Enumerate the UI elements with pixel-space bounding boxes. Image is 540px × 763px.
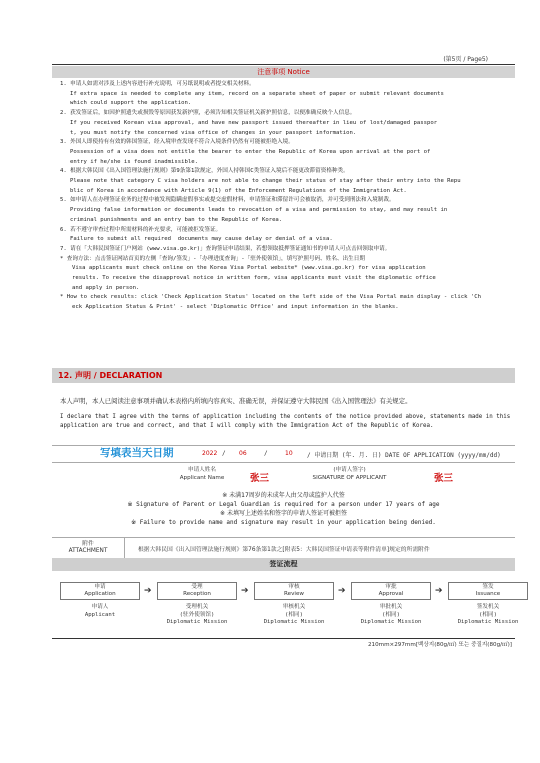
arrow-right-icon: ➔: [241, 586, 249, 596]
process-step-en: Application: [84, 591, 116, 597]
authority-org3: Diplomatic Mission: [360, 619, 422, 625]
declaration-heading: 12. 声明 / DECLARATION: [52, 368, 515, 383]
date-month[interactable]: 06: [239, 450, 247, 457]
notice-line: 7. 请在「大韩民国签证门户网站 (www.visa.go.kr)」查询签证申请结果，若想领取抵押签证通知书的申请人可点击回领取申请。: [60, 245, 391, 252]
notice-line: eck Application Status & Print' - select 'Diplomatic Office' and input information in the blanks.: [72, 304, 399, 311]
attachment-label-zh: 附件: [82, 541, 94, 547]
notice-line: 6. 若不遵守审查过程中所需材料的补充要求，可能被拒发签证。: [60, 226, 222, 233]
attachment-label: [52, 538, 125, 558]
process-step-zh: 受理: [191, 584, 203, 590]
notice-line: which could support the application.: [70, 100, 192, 107]
process-step-en: Review: [284, 591, 304, 597]
notice-line: * 查询方法：点击签证网站首页的左侧「查询/签发」-「办理进度查询」-「驻外使领馆」，填写护照号码、姓名、出生日期: [60, 255, 365, 262]
date-of-application-row: [52, 445, 515, 463]
process-step-zh: 申请: [94, 584, 106, 590]
notice-line: 4. 根据大韩民国《出入国管理法施行规则》第9条第1款规定，外国人持韩国C类签证入境后不能更改滞留资格种类。: [60, 168, 349, 175]
minor-note-en: ※ Signature of Parent or Legal Guardian is required for a person under 17 years of age: [127, 501, 440, 508]
process-step-zh: 审核: [288, 584, 300, 590]
process-step-issuance: [448, 582, 528, 600]
authority-org2: (相同): [382, 611, 400, 618]
page-number: (第5页 / Page5): [443, 56, 488, 63]
declaration-text-zh: 本人声明，本人已阅读注意事项并确认本表格内所填内容真实、准确无误，并保证遵守大韩民国《出入国管理法》有关规定。: [60, 397, 412, 405]
top-rule: [52, 64, 515, 65]
process-step-zh: 签发: [482, 584, 494, 590]
notice-line: t, you must notify the concerned visa office of changes in your passport information.: [70, 129, 357, 136]
authority-org3: Diplomatic Mission: [166, 619, 228, 625]
process-step-en: Approval: [378, 591, 404, 597]
notice-line: 2. 获发签证后，如因护照遗失或损毁等原因获发新护照，必须告知相关签证机关新护照信息，以便准确反映个人信息。: [60, 110, 356, 117]
authority-org1: 审批机关: [379, 604, 403, 610]
notice-line: If you received Korean visa approval, and have new passport issued thereafter in lieu of lost/damaged passpor: [70, 119, 438, 126]
date-label: / 申请日期 (年. 月. 日) DATE OF APPLICATION (yyyy/mm/dd): [307, 452, 501, 459]
process-step-reception: [157, 582, 237, 600]
authority-org2: (相同): [285, 611, 303, 618]
arrow-right-icon: ➔: [338, 586, 346, 596]
visa-process-flow: [52, 582, 519, 642]
bottom-rule: [52, 638, 515, 639]
notice-line: 1. 申请人如需对涉及上述内容进行补充说明，可另纸说明或者提交相关材料。: [60, 81, 255, 87]
handwritten-date-note: 写填表当天日期: [100, 447, 174, 459]
missing-signature-note-en: ※ Failure to provide name and signature may result in your application being denied.: [131, 519, 436, 526]
date-separator-2: /: [264, 450, 268, 457]
arrow-right-icon: ➔: [435, 586, 443, 596]
process-step-authority: [157, 604, 237, 627]
notice-line: criminal punishments and an entry ban to the Republic of Korea.: [70, 216, 283, 223]
notice-list: [60, 80, 515, 313]
notice-line: 3. 外国人即使持有有效的韩国签证，经入境审查发现不符合入境条件仍然有可能被拒绝入境。: [60, 139, 294, 146]
applicant-name-label: [167, 466, 237, 482]
missing-signature-note-zh: ※ 未填写上述姓名和签字的申请人签证可被拒签: [220, 510, 347, 517]
minor-note-zh: ※ 未满17周岁的未成年人由父母或监护人代签: [222, 492, 345, 499]
process-step-application: [60, 582, 140, 600]
authority-org2: Applicant: [84, 611, 116, 618]
process-step-authority: [448, 604, 528, 627]
notice-line: Visa applicants must check online on the Korea Visa Portal website* (www.visa.go.kr) for visa application: [72, 265, 426, 272]
signature-label-en: SIGNATURE OF APPLICANT: [312, 475, 387, 481]
signature-notes: [52, 491, 515, 527]
notice-line: Failure to submit all required documents may cause delay or denial of a visa.: [70, 236, 333, 243]
authority-org2: (相同): [479, 611, 497, 618]
process-step-en: Issuance: [475, 591, 501, 597]
process-step-zh: 审批: [385, 584, 397, 590]
notice-line: Possession of a visa does not entitle the bearer to enter the Republic of Korea upon arrival at the port of: [70, 148, 431, 155]
date-year[interactable]: 2022: [202, 450, 218, 457]
notice-heading: 注意事项 Notice: [52, 66, 515, 78]
process-step-authority: [351, 604, 431, 627]
process-step-review: [254, 582, 334, 600]
signature-label: [307, 466, 392, 482]
notice-line: blic of Korea in accordance with Article 9(1) of the Enforcement Regulations of the Immigration Act.: [70, 187, 407, 194]
applicant-signature[interactable]: 张三: [434, 473, 454, 484]
notice-line: and apply in person.: [72, 284, 140, 291]
date-day[interactable]: 10: [285, 450, 293, 457]
authority-org1: 申请人: [91, 604, 109, 610]
date-separator-1: /: [222, 450, 226, 457]
notice-line: entry if he/she is found inadmissible.: [70, 158, 198, 165]
notice-line: If extra space is needed to complete any item, record on a separate sheet of paper or submit relevant documents: [70, 90, 444, 97]
process-step-approval: [351, 582, 431, 600]
authority-org1: 受理机关: [185, 604, 209, 610]
notice-line: * How to check results: click 'Check Application Status' located on the left side of the Visa Portal main display - click 'Ch: [60, 294, 481, 301]
process-step-authority: [60, 604, 140, 619]
declaration-text-en: I declare that I agree with the terms of application including the contents of the notice provided above, statements made in this application are true and correct, and that I will comply with the Immigration Act of the Republic of Korea.: [60, 414, 511, 429]
signature-row: [52, 464, 515, 490]
notice-line: 5. 如申请人在办理签证业务的过程中被发现隐瞒虚假事实或提交虚假材料，申请签证和滞留许可会被取消，并可受到刑法和入境制裁。: [60, 197, 395, 204]
applicant-name-value[interactable]: 张三: [250, 473, 270, 484]
attachment-row: [52, 537, 515, 559]
notice-line: Please note that category C visa holders are not able to change their status of stay after their entry into the Repu: [70, 178, 461, 185]
paper-spec: 210mm×297mm[백상지(80g/㎡) 또는 중질지(80g/㎡)]: [367, 642, 512, 648]
attachment-value: 根据大韩民国《出入国管理法施行规则》第76条第1款之[附表5：大韩民国签证申请表等附件清单]规定的所需附件: [138, 547, 430, 553]
authority-org3: Diplomatic Mission: [457, 619, 519, 625]
notice-line: Providing false information or documents leads to revocation of a visa and permission to stay, and may result in: [70, 207, 448, 214]
applicant-name-label-zh: 申请人姓名: [188, 467, 216, 473]
authority-org1: 审核机关: [282, 604, 306, 610]
notice-line: results. To receive the disapproval notice in written form, visa applicants must visit the diplomatic office: [72, 275, 436, 282]
applicant-name-label-en: Applicant Name: [179, 475, 225, 481]
signature-label-zh: (申请人签字): [333, 467, 366, 473]
authority-org2: (驻外使领馆): [179, 611, 215, 618]
process-step-authority: [254, 604, 334, 627]
authority-org1: 签发机关: [476, 604, 500, 610]
process-step-en: Reception: [183, 591, 211, 597]
arrow-right-icon: ➔: [144, 586, 152, 596]
attachment-label-en: ATTACHMENT: [68, 548, 108, 554]
authority-org3: Diplomatic Mission: [263, 619, 325, 625]
process-heading: 签证流程: [52, 558, 515, 571]
